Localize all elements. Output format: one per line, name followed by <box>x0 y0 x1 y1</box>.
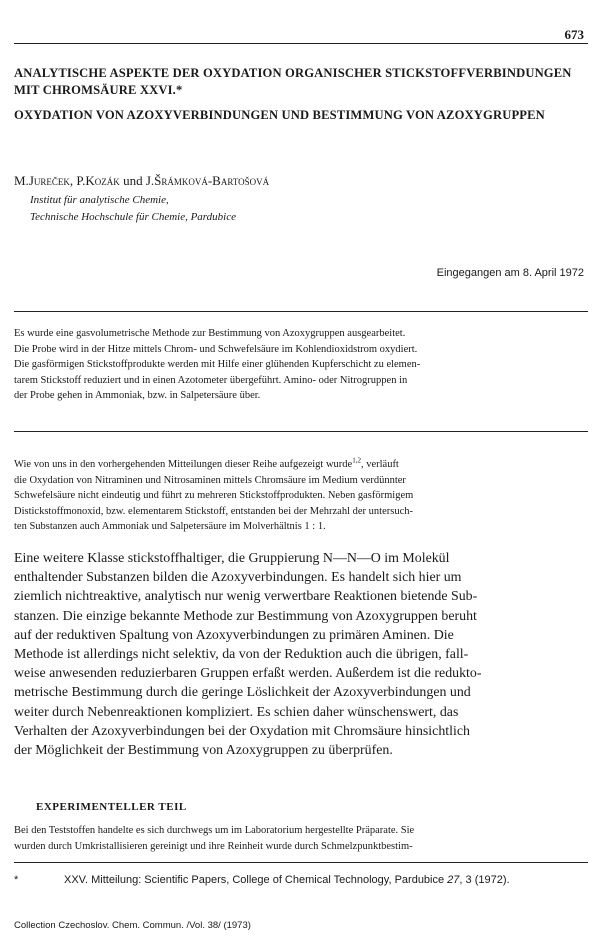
intro-paragraph <box>14 457 586 535</box>
abstract-top-rule <box>14 311 588 312</box>
footnote-mark: * <box>14 874 19 886</box>
institution-line: Institut für analytische Chemie, <box>30 194 169 206</box>
author-separator: , <box>69 173 77 188</box>
page-number: 673 <box>564 27 584 42</box>
body-paragraph <box>14 549 586 760</box>
author-name: Jureček <box>28 173 70 188</box>
article-title: ANALYTISCHE ASPEKTE DER OXYDATION ORGANISCHER STICKSTOFFVERBINDUNGEN MIT CHROMSÄURE XXVI.* <box>14 66 572 97</box>
author-name: Šrámková-Bartošová <box>154 173 270 188</box>
author-list <box>14 173 269 189</box>
body-line: weiter durch Nebenreaktionen kompliziert. Es schien daher wünschenswert, das <box>14 704 459 720</box>
journal-citation: Collection Czechoslov. Chem. Commun. /Vol. 38/ (1973) <box>14 920 251 931</box>
experimental-line: wurden durch Umkristallisieren gereinigt und ihre Reinheit wurde durch Schmelzpunktbestim- <box>14 840 413 852</box>
abstract-line: tarem Stickstoff reduziert und in einen Azotometer übergeführt. Amino- oder Nitrogruppen in <box>14 374 408 386</box>
body-line: stanzen. Die einzige bekannte Methode zur Bestimmung von Azoxygruppen beruht <box>14 608 477 624</box>
body-line: Verhalten der Azoxyverbindungen bei der Oxydation mit Chromsäure hinsichtlich <box>14 723 470 739</box>
author-initial: J. <box>145 173 155 188</box>
experimental-paragraph <box>14 823 586 854</box>
intro-text: Wie von uns in den vorhergehenden Mitteilungen dieser Reihe aufgezeigt wurde <box>14 459 353 470</box>
abstract <box>14 326 586 404</box>
body-line: der Möglichkeit der Bestimmung von Azoxygruppen zu überprüfen. <box>14 743 393 759</box>
footnote <box>14 874 510 886</box>
body-line: enthaltender Substanzen bilden die Azoxyverbindungen. Es handelt sich hier um <box>14 570 462 586</box>
footnote-text: XXV. Mitteilung: Scientific Papers, College of Chemical Technology, Pardubice <box>64 874 448 886</box>
footnote-text: , 3 (1972). <box>459 874 510 886</box>
body-line: Methode ist allerdings nicht selektiv, da von der Reduktion auch die übrigen, fall- <box>14 647 469 663</box>
citation-ref: 1,2 <box>352 456 361 465</box>
author-initial: M. <box>14 173 29 188</box>
intro-line <box>14 457 586 473</box>
institution-line: Technische Hochschule für Chemie, Pardubice <box>30 211 237 223</box>
intro-line: Distickstoffmonoxid, bzw. elementarem Stickstoff, entstanden bei der Mehrzahl der untersuch- <box>14 505 413 517</box>
body-line: ziemlich nichtreaktive, analytisch nur wenig verwertbare Reaktionen bietende Sub- <box>14 589 478 605</box>
experimental-line: Bei den Teststoffen handelte es sich durchwegs um im Laboratorium hergestellte Präparate. Sie <box>14 825 415 836</box>
author-initial: P. <box>76 173 86 188</box>
footnote-rule <box>14 862 588 863</box>
intro-text: , verläuft <box>360 459 399 470</box>
abstract-line: Es wurde eine gasvolumetrische Methode zur Bestimmung von Azoxygruppen ausgearbeitet. <box>14 328 406 339</box>
abstract-line: der Probe gehen in Ammoniak, bzw. in Salpetersäure über. <box>14 390 261 401</box>
intro-line: die Oxydation von Nitraminen und Nitrosaminen mittels Chromsäure im Medium verdünnter <box>14 474 406 486</box>
received-date: Eingegangen am 8. April 1972 <box>436 267 584 279</box>
abstract-line: Die Probe wird in der Hitze mittels Chrom- und Schwefelsäure im Kohlendioxidstrom oxydiert. <box>14 343 418 355</box>
footnote-volume: 27 <box>447 874 460 886</box>
section-heading: EXPERIMENTELLER TEIL <box>36 801 187 813</box>
body-line: Eine weitere Klasse stickstoffhaltiger, die Gruppierung N—N—O im Molekül <box>14 551 450 566</box>
body-line: metrische Bestimmung durch die geringe Löslichkeit der Azoxyverbindungen und <box>14 685 471 701</box>
body-line: weise anwesenden reduzierbaren Gruppen erfaßt werden. Außerdem ist die redukto- <box>14 666 482 682</box>
abstract-line: Die gasförmigen Stickstoffprodukte werden mit Hilfe einer glühenden Kupferschicht zu elemen- <box>14 359 421 370</box>
article-subtitle: OXYDATION VON AZOXYVERBINDUNGEN UND BESTIMMUNG VON AZOXYGRUPPEN <box>14 108 545 122</box>
intro-line: Schwefelsäure nicht eindeutig und führt zu mehreren Stickstoffprodukten. Neben gasförmigem <box>14 490 414 501</box>
author-name: Kozák <box>85 173 120 188</box>
header-rule <box>14 43 588 44</box>
abstract-bottom-rule <box>14 431 588 432</box>
intro-line: ten Substanzen auch Ammoniak und Salpetersäure im Molverhältnis 1 : 1. <box>14 521 326 532</box>
body-line: auf der reduktiven Spaltung von Azoxyverbindungen zu primären Aminen. Die <box>14 627 454 643</box>
author-separator: und <box>119 173 146 188</box>
